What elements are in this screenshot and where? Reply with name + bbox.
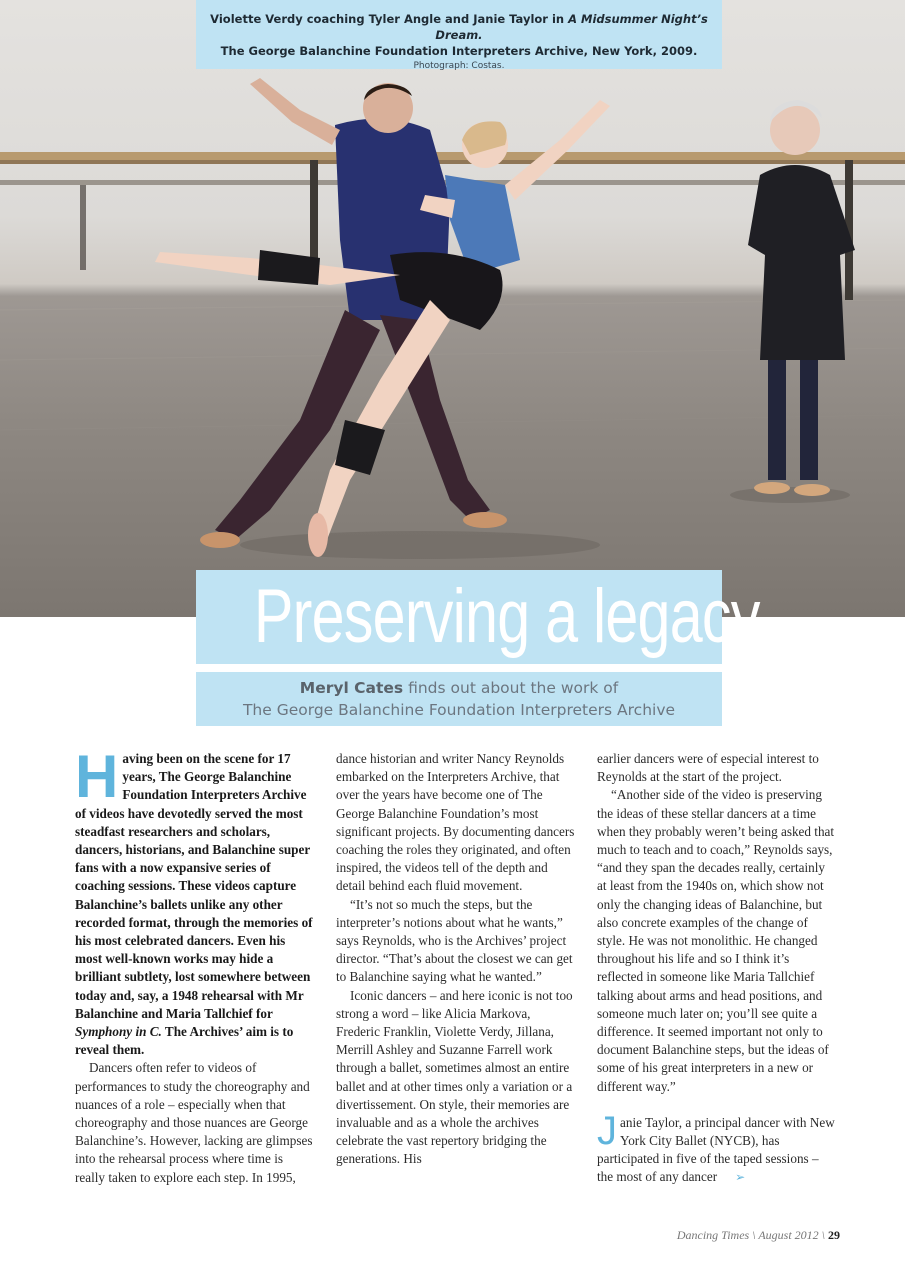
body-paragraph: “Another side of the video is preserving the ideas of these stellar dancers at a time when they probably weren’t being asked that much to teach and to coach,” Reynolds says, “and they span the decades really, certainly at least from the 1940s on, which show not only the changing ideas of Balanchine, but also concrete examples of the change of style. He was not monolithic. He changed throughout his life and so I think it’s reflected in someone like Maria Tallchief talking about arms and head positions, and someone much later on; you’ll see quite a difference. It seemed important not only to document Balanchine steps, but the ideas of some of his great interpreters in a new or different way.” (597, 787, 835, 1094)
lead-paragraph (75, 743, 315, 1059)
standfirst-line-2: The George Balanchine Foundation Interpreters Archive (242, 701, 676, 719)
body-paragraph: earlier dancers were of especial interest to Reynolds at the start of the project. (597, 751, 819, 785)
drop-cap: J (597, 1108, 617, 1153)
author-name: Meryl Cates (299, 679, 404, 697)
article-column-1 (75, 743, 315, 1187)
article-column-2 (336, 750, 576, 1169)
body-paragraph: “It’s not so much the steps, but the interpreter’s notions about what he wants,” says Reynolds, who is the Archives’ project director. “That’s about the closest we can get to Balanchine saying what he wanted.” (336, 896, 573, 985)
hero-photo (0, 0, 905, 617)
caption-line-1 (196, 11, 722, 43)
rehearsal-scene-illustration (0, 0, 905, 617)
caption-ballet-title: A Midsummer Night’s Dream. (435, 12, 708, 42)
lead-text: aving been on the scene for 17 years, The George Balanchine Foundation Interpreters Archive of videos have devotedly served the most steadfast researchers and scholars, dancers, historians, and Balanchine super fans with a now expansive series of coaching sessions. These videos capture Balanchine’s ballets unlike any other recorded format, through the memories of his most celebrated dancers. Even his most well-known works may hide a brilliant subtlety, lost somewhere between today and, say, a 1948 rehearsal with Mr Balanchine and Maria Tallchief for (75, 751, 313, 1021)
photo-credit: Photograph: Costas. (413, 61, 505, 71)
body-paragraph: Iconic dancers – and here iconic is not too strong a word – like Alicia Markova, Frederic Franklin, Violette Verdy, Jillana, Merrill Ashley and Suzanne Farrell work through a ballet, sometimes almost an entire ballet and at other times only a variation or a divertissement. On style, their memories are invaluable and as a whole the archives celebrate the vast repertory bridging the generations. His (336, 987, 573, 1167)
standfirst (196, 672, 722, 726)
standfirst-text: finds out about the work of (403, 679, 619, 697)
caption-text: Violette Verdy coaching Tyler Angle and Janie Taylor in (210, 12, 569, 26)
page-number: 29 (828, 1228, 840, 1242)
continue-arrow-icon: ➢ (735, 1170, 746, 1185)
body-text: anie Taylor, a principal dancer with New York City Ballet (NYCB), has participated in five of the taped sessions – the most of any dancer (597, 1114, 835, 1185)
caption-line-2: The George Balanchine Foundation Interpreters Archive, New York, 2009. (220, 44, 698, 58)
body-paragraph: Dancers often refer to videos of performances to study the choreography and nuances of a role – especially when that choreography and those nuances are George Balanchine’s. However, lacking are glimpses into the rehearsal process where time is really taken to explore each step. In 1995, (75, 1060, 313, 1185)
issue-date: \ August 2012 \ (749, 1228, 828, 1242)
body-paragraph: dance historian and writer Nancy Reynolds embarked on the Interpreters Archive, that over the years have become one of The George Balanchine Foundation’s most significant projects. By documenting dancers coaching the roles they originated, and often inspired, the videos tell of the depth and detail behind each fluid movement. (336, 751, 575, 894)
photo-caption (196, 0, 722, 69)
ballet-title: Symphony in C. (75, 1024, 162, 1040)
magazine-name: Dancing Times (676, 1228, 750, 1242)
headline-box (196, 570, 760, 664)
headline: Preserving a legacy (253, 574, 760, 659)
page-footer (677, 1228, 840, 1243)
body-paragraph (597, 1108, 837, 1187)
standfirst-line-1 (196, 677, 722, 699)
drop-cap: H (75, 743, 119, 810)
lead-end-text: The Archives’ aim is to reveal them. (75, 1024, 294, 1058)
article-column-3 (597, 750, 837, 1187)
